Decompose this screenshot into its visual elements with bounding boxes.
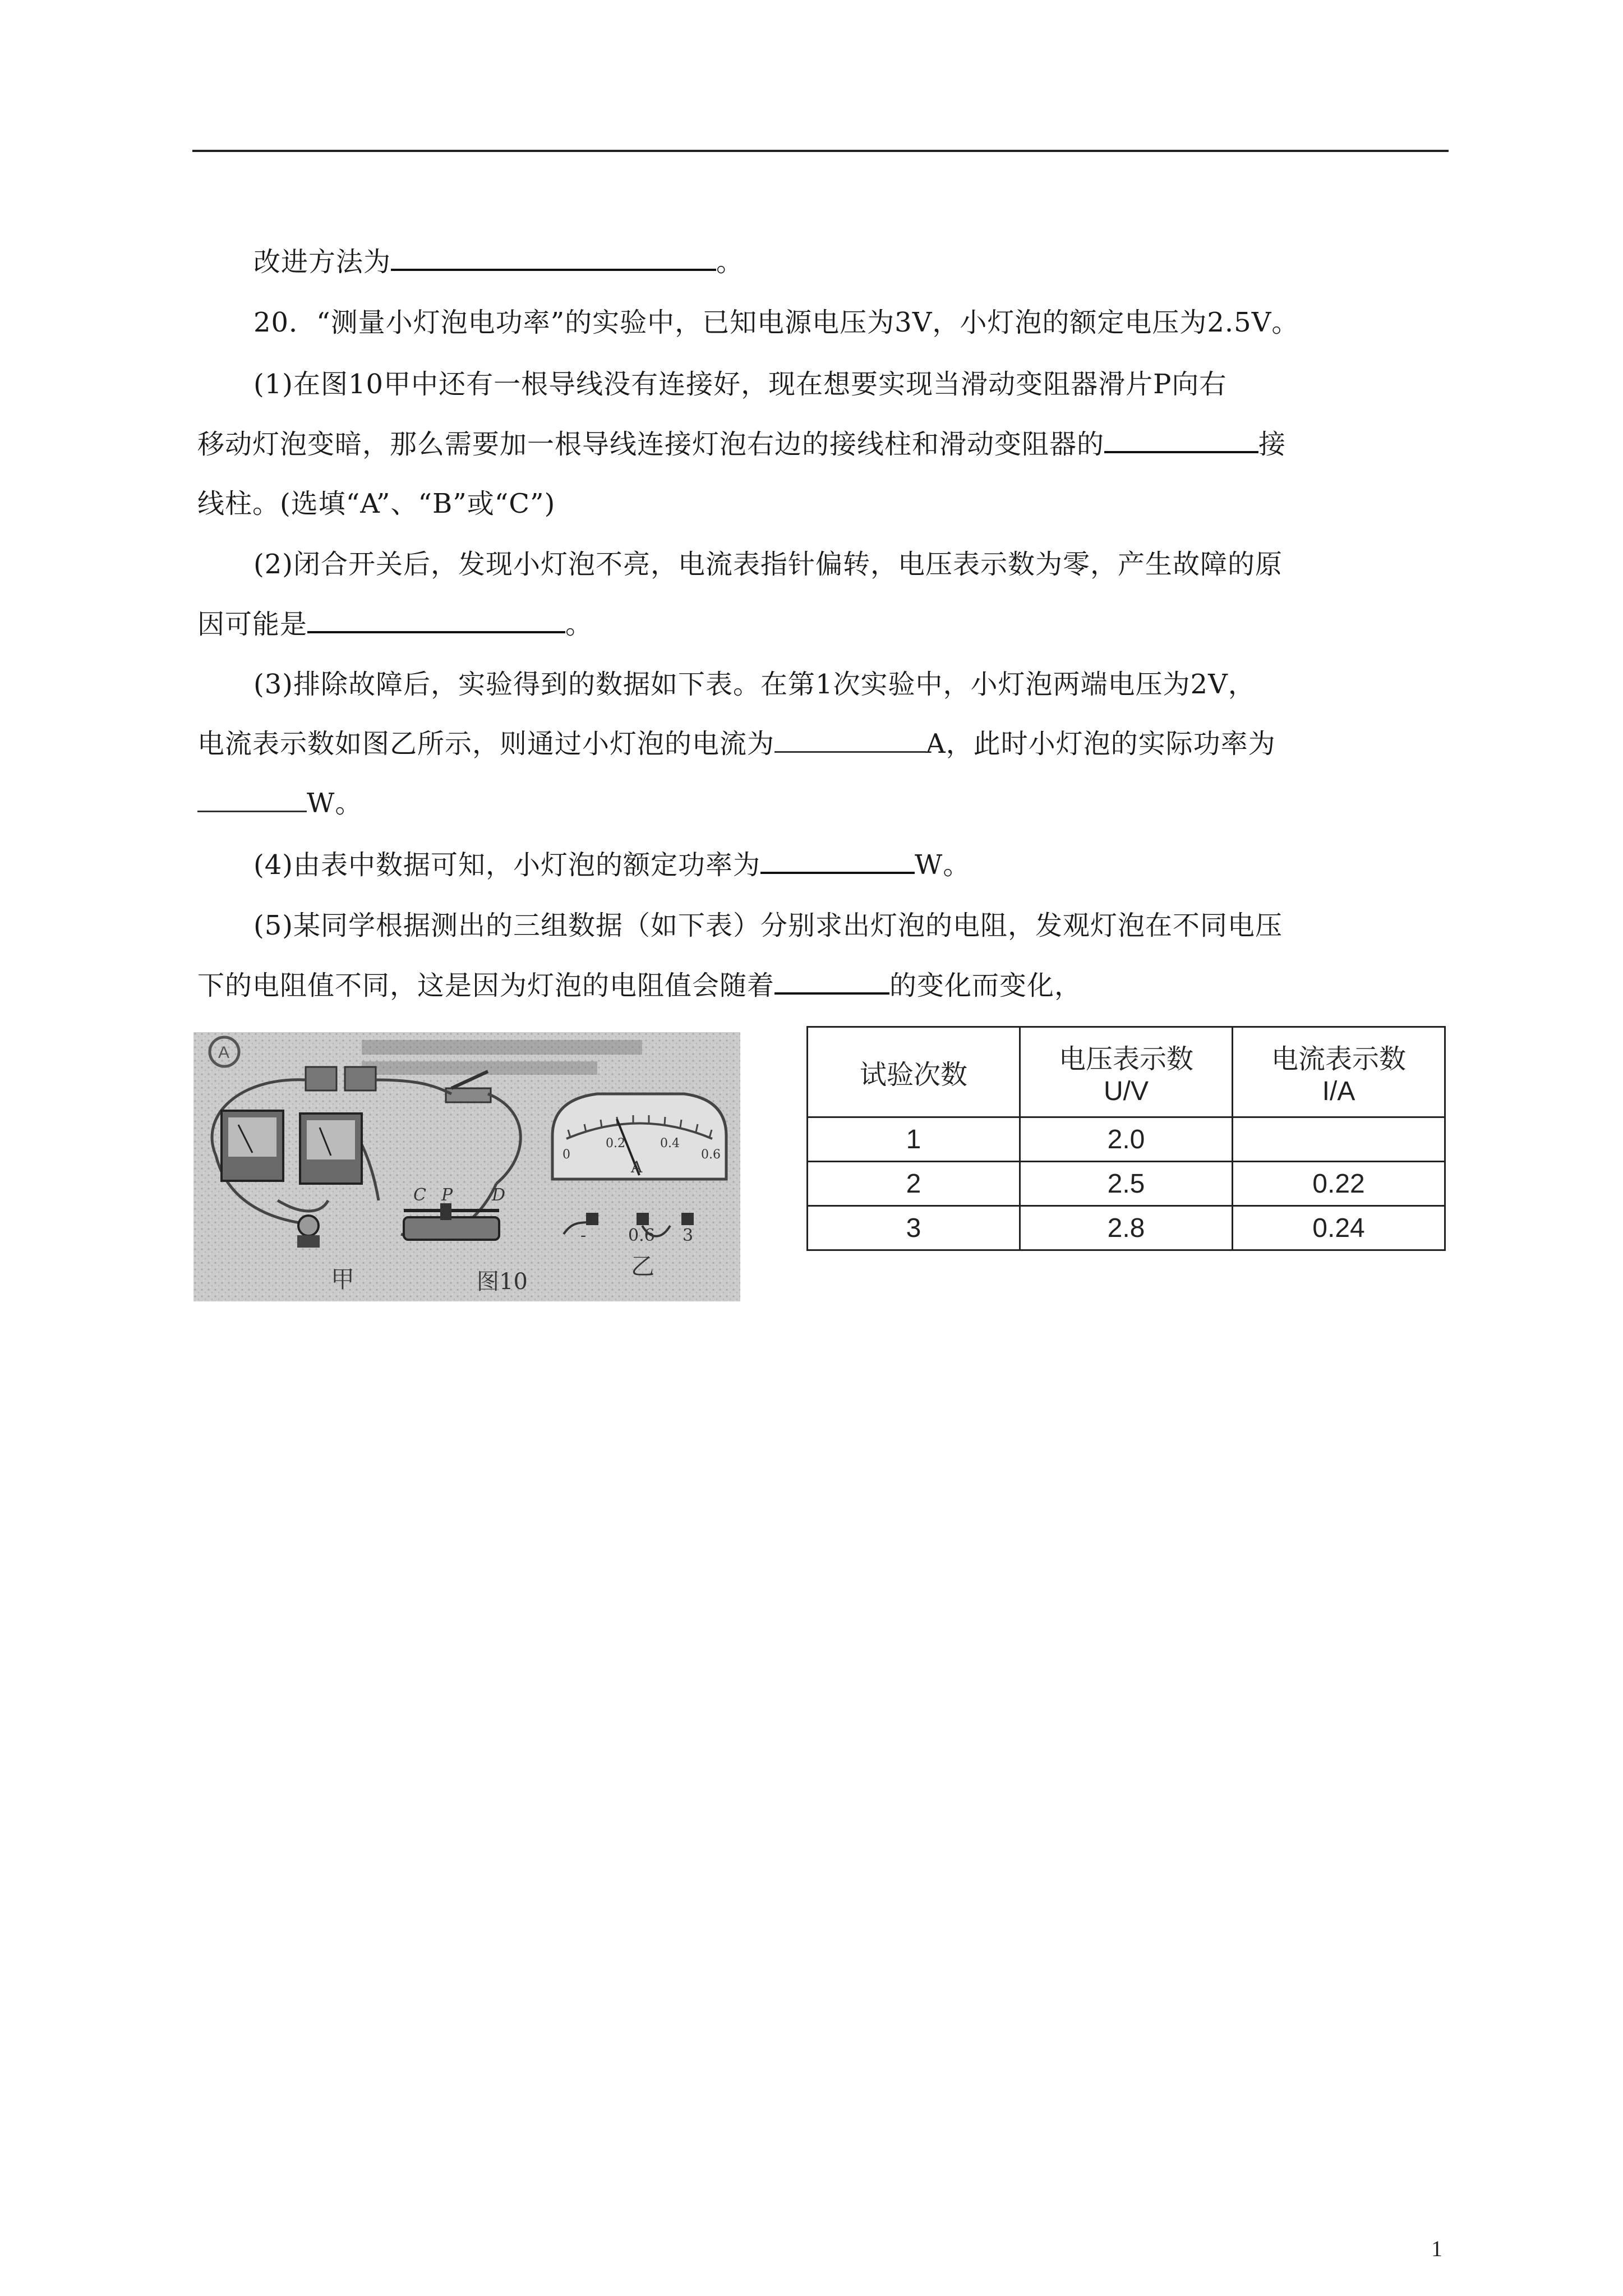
table-cell: 0.24 (1233, 1206, 1445, 1250)
circuit-ammeter (300, 1114, 362, 1184)
voltmeter (222, 1111, 283, 1181)
terminal-label-minus: - (580, 1226, 587, 1245)
text-line-9: 电流表示数如图乙所示，则通过小灯泡的电流为 A，此时小灯泡的实际功率为 (197, 728, 1276, 760)
text-line-10: W。 (197, 786, 362, 820)
table-header-cell: 电流表示数 I/A (1233, 1027, 1445, 1117)
answer-blank-rated-power[interactable] (760, 849, 915, 874)
answer-blank-variable[interactable] (774, 970, 889, 995)
table-cell: 2.0 (1020, 1117, 1233, 1162)
table-cell: 2.8 (1020, 1206, 1233, 1250)
table-row (808, 1117, 1445, 1162)
figure-label-yi: 乙 (631, 1253, 655, 1280)
dial-tick-0: 0 (562, 1148, 570, 1162)
table-row (808, 1206, 1445, 1250)
rheostat-label-p: P (441, 1185, 453, 1205)
text-line-1: 改进方法为 。 (253, 246, 744, 278)
answer-blank-fault[interactable] (307, 609, 565, 633)
table-header-row (808, 1027, 1445, 1117)
rheostat-label-c: C (413, 1185, 426, 1205)
header-rule (192, 150, 1449, 152)
terminal-label-3: 3 (683, 1226, 694, 1245)
table-cell: 2 (808, 1162, 1020, 1206)
question-20-part2: (2)闭合开关后，发现小灯泡不亮，电流表指针偏转，电压表示数为零，产生故障的原 (253, 549, 1283, 580)
svg-text:A: A (218, 1043, 230, 1062)
dial-tick-02: 0.2 (606, 1137, 625, 1151)
question-20-part1: (1)在图10甲中还有一根导线没有连接好，现在想要实现当滑动变阻器滑片P向右 (253, 369, 1227, 400)
ammeter-dial (552, 1094, 726, 1179)
question-20-part5: (5)某同学根据测出的三组数据（如下表）分别求出灯泡的电阻，发观灯泡在不同电压 (253, 910, 1283, 941)
table-cell: 1 (808, 1117, 1020, 1162)
data-table (806, 1026, 1446, 1251)
lamp (297, 1216, 320, 1248)
text-line-4: 移动灯泡变暗，那么需要加一根导线连接灯泡右边的接线柱和滑动变阻器的 接 (197, 429, 1287, 460)
answer-blank-current[interactable] (774, 729, 926, 753)
terminal-label-06: 0.6 (628, 1226, 655, 1245)
question-20-part4: (4)由表中数据可知，小灯泡的额定功率为 W。 (253, 849, 971, 881)
table-cell (1233, 1117, 1445, 1162)
answer-blank-terminal[interactable] (1104, 429, 1258, 453)
figure-caption: 图10 (477, 1269, 528, 1295)
table-cell: 2.5 (1020, 1162, 1233, 1206)
figure-label-jia: 甲 (331, 1266, 355, 1293)
text-line-5: 线柱。(选填“A”、“B”或“C”) (197, 488, 556, 519)
dial-tick-06: 0.6 (701, 1148, 721, 1162)
text-line-13: 下的电阻值不同，这是因为灯泡的电阻值会随着 的变化而变化， (197, 970, 1082, 1001)
page-number: 1 (1431, 2236, 1442, 2261)
answer-blank-improvement[interactable] (391, 246, 716, 271)
dial-unit: A (631, 1158, 643, 1176)
question-20-stem: 20．“测量小灯泡电功率”的实验中，已知电源电压为3V，小灯泡的额定电压为2.5V。 (253, 307, 1299, 338)
table-header-cell: 试验次数 (808, 1027, 1020, 1117)
table-row (808, 1162, 1445, 1206)
figure-10-image (193, 1032, 740, 1301)
rheostat-label-d: D (492, 1185, 506, 1205)
table-header-cell: 电压表示数 U/V (1020, 1027, 1233, 1117)
table-cell: 0.22 (1233, 1162, 1445, 1206)
text-line-7: 因可能是 。 (197, 609, 593, 640)
answer-blank-actual-power[interactable] (197, 788, 307, 812)
dial-tick-04: 0.4 (660, 1137, 680, 1151)
question-20-part3: (3)排除故障后，实验得到的数据如下表。在第1次实验中，小灯泡两端电压为2V， (253, 669, 1256, 700)
table-cell: 3 (808, 1206, 1020, 1250)
